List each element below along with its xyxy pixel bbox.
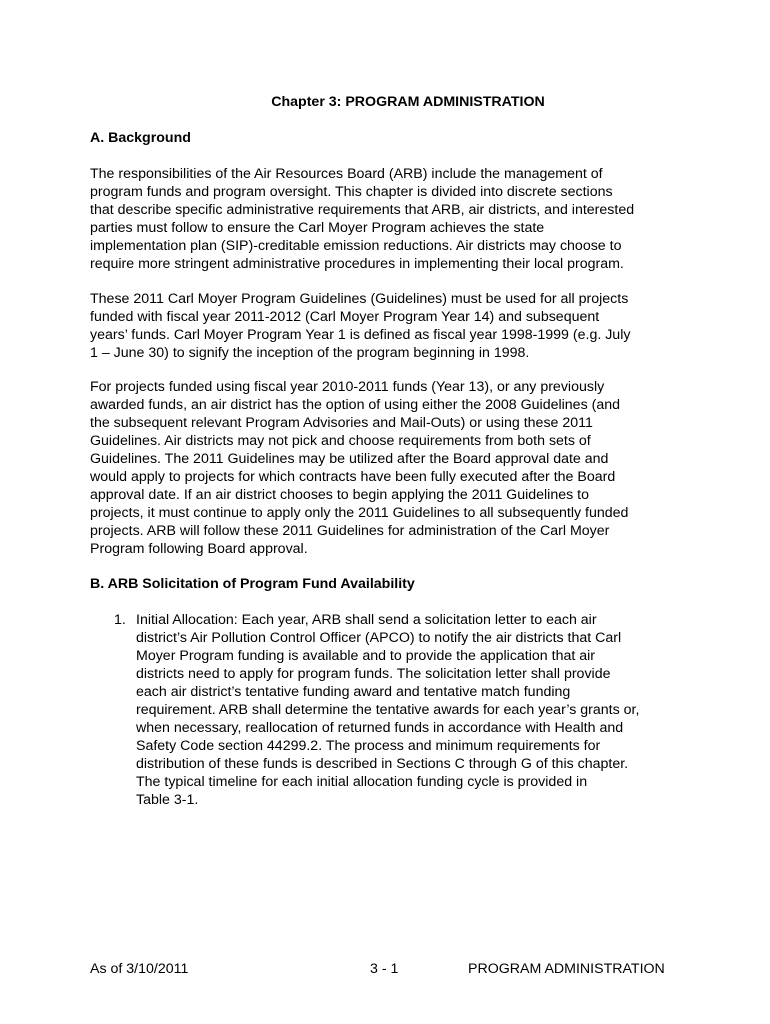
list-item-body: [136, 611, 696, 809]
text-line: Guidelines. The 2011 Guidelines may be utilized after the Board approval date and: [90, 451, 609, 467]
text-line: Initial Allocation: Each year, ARB shall send a solicitation letter to each air: [136, 612, 597, 628]
chapter-title: Chapter 3: PROGRAM ADMINISTRATION: [271, 94, 545, 110]
text-line: requirement. ARB shall determine the tentative awards for each year’s grants or,: [136, 702, 640, 718]
text-line: years’ funds. Carl Moyer Program Year 1 is defined as fiscal year 1998-1999 (e.g. July: [90, 327, 631, 343]
text-line: projects. ARB will follow these 2011 Guidelines for administration of the Carl Moyer: [90, 523, 610, 539]
section-a-heading: A. Background: [90, 130, 191, 146]
text-line: funded with fiscal year 2011-2012 (Carl Moyer Program Year 14) and subsequent: [90, 309, 600, 325]
text-line: parties must follow to ensure the Carl Moyer Program achieves the state: [90, 220, 545, 236]
text-line: The responsibilities of the Air Resources Board (ARB) include the management of: [90, 166, 603, 182]
paragraph-guidelines: [90, 290, 710, 362]
text-line: each air district’s tentative funding award and tentative match funding: [136, 684, 571, 700]
paragraph-prior-funds: [90, 378, 710, 558]
text-line: Table 3-1.: [136, 792, 199, 808]
text-line: that describe specific administrative requirements that ARB, air districts, and interested: [90, 202, 635, 218]
text-line: district’s Air Pollution Control Officer (APCO) to notify the air districts that Carl: [136, 630, 622, 646]
list-item-number: 1.: [114, 612, 126, 628]
text-line: when necessary, reallocation of returned funds in accordance with Health and: [136, 720, 624, 736]
text-line: Safety Code section 44299.2. The process and minimum requirements for: [136, 738, 601, 754]
footer-date: As of 3/10/2011: [90, 961, 189, 977]
text-line: Moyer Program funding is available and to provide the application that air: [136, 648, 595, 664]
footer-page-number: 3 - 1: [370, 961, 399, 977]
text-line: awarded funds, an air district has the option of using either the 2008 Guidelines (and: [90, 397, 621, 413]
text-line: Program following Board approval.: [90, 541, 308, 557]
text-line: implementation plan (SIP)-creditable emission reductions. Air districts may choose to: [90, 238, 622, 254]
paragraph-responsibilities: [90, 165, 710, 273]
text-line: projects, it must continue to apply only the 2011 Guidelines to all subsequently funded: [90, 505, 629, 521]
text-line: program funds and program oversight. This chapter is divided into discrete sections: [90, 184, 613, 200]
text-line: require more stringent administrative procedures in implementing their local program.: [90, 256, 624, 272]
text-line: distribution of these funds is described in Sections C through G of this chapter.: [136, 756, 629, 772]
text-line: approval date. If an air district chooses to begin applying the 2011 Guidelines to: [90, 487, 589, 503]
text-line: the subsequent relevant Program Advisories and Mail-Outs) or using these 2011: [90, 415, 593, 431]
text-line: would apply to projects for which contracts have been fully executed after the Board: [90, 469, 616, 485]
footer-section: PROGRAM ADMINISTRATION: [468, 961, 665, 977]
text-line: 1 – June 30) to signify the inception of the program beginning in 1998.: [90, 345, 530, 361]
text-line: For projects funded using fiscal year 2010-2011 funds (Year 13), or any previously: [90, 379, 605, 395]
text-line: Guidelines. Air districts may not pick and choose requirements from both sets of: [90, 433, 591, 449]
text-line: districts need to apply for program funds. The solicitation letter shall provide: [136, 666, 611, 682]
section-b-heading: B. ARB Solicitation of Program Fund Availability: [90, 576, 415, 592]
text-line: The typical timeline for each initial allocation funding cycle is provided in: [136, 774, 588, 790]
text-line: These 2011 Carl Moyer Program Guidelines (Guidelines) must be used for all projects: [90, 291, 629, 307]
